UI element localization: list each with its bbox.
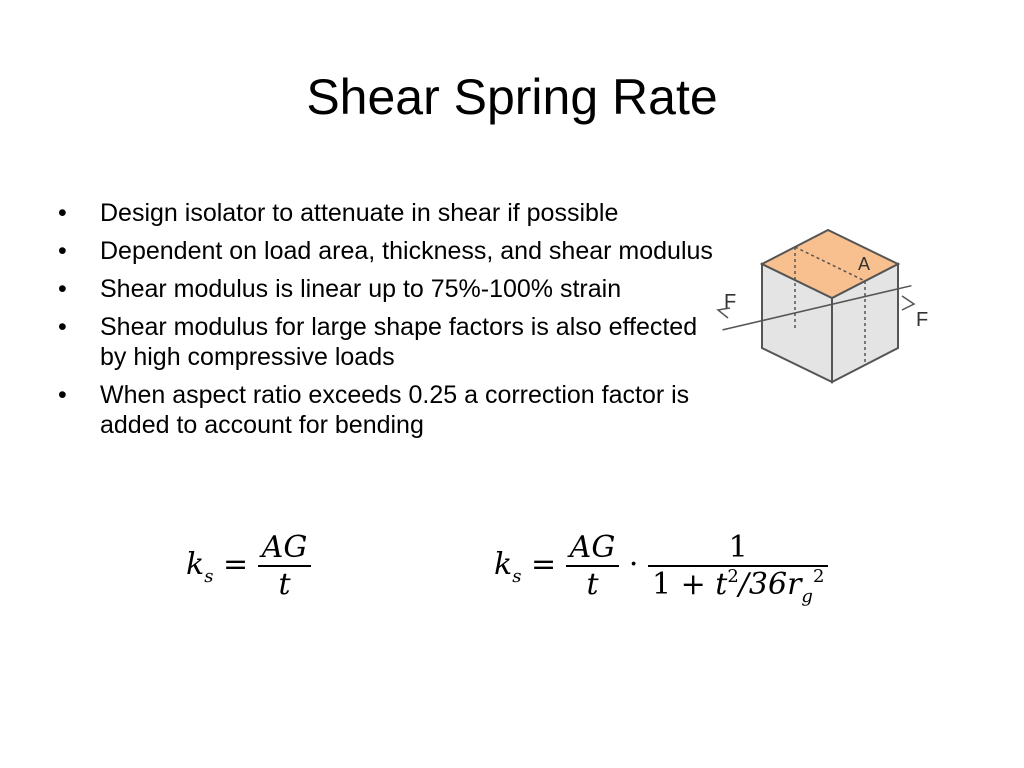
force-label-right: F (916, 309, 929, 331)
bullet-text: Design isolator to attenuate in shear if possible (100, 199, 619, 227)
bullet-item: • Design isolator to attenuate in shear if possible (58, 199, 619, 227)
force-arrowhead-right (902, 296, 914, 310)
bullet-item: • Dependent on load area, thickness, and shear modulus (58, 237, 713, 265)
bullet-item: • When aspect ratio exceeds 0.25 a correction factor is added to account for bending (58, 381, 690, 439)
slide-title: Shear Spring Rate (306, 69, 718, 125)
fraction: $\frac{AG}{t}$ (258, 530, 312, 602)
force-label-left: F (724, 291, 737, 313)
correction-fraction: $\frac{1}{1 + t^2/36r_g^2}$ (648, 530, 828, 602)
equation-shear-rate: $k_s$ = $\frac{AG}{t}$ (186, 530, 311, 602)
equation-corrected-shear-rate: $k_s$ = $\frac{AG}{t}$ · $\frac{1}{1 + t^2/36r_g^2}$ (494, 530, 828, 602)
bullet-text: Shear modulus for large shape factors is also effected by high compressive loads (100, 313, 698, 371)
bullet-text: When aspect ratio exceeds 0.25 a correction factor is added to account for bending (100, 381, 690, 439)
area-label: A (858, 254, 871, 274)
shear-block-diagram (716, 222, 946, 392)
bullet-item: • Shear modulus for large shape factors is also effected by high compressive loads (58, 313, 698, 371)
bullet-text: Shear modulus is linear up to 75%-100% strain (100, 275, 622, 303)
bullet-item: • Shear modulus is linear up to 75%-100% strain (58, 275, 622, 303)
bullet-text: Dependent on load area, thickness, and shear modulus (100, 237, 713, 265)
bullet-list (58, 198, 718, 448)
fraction: $\frac{AG}{t}$ (566, 530, 620, 602)
